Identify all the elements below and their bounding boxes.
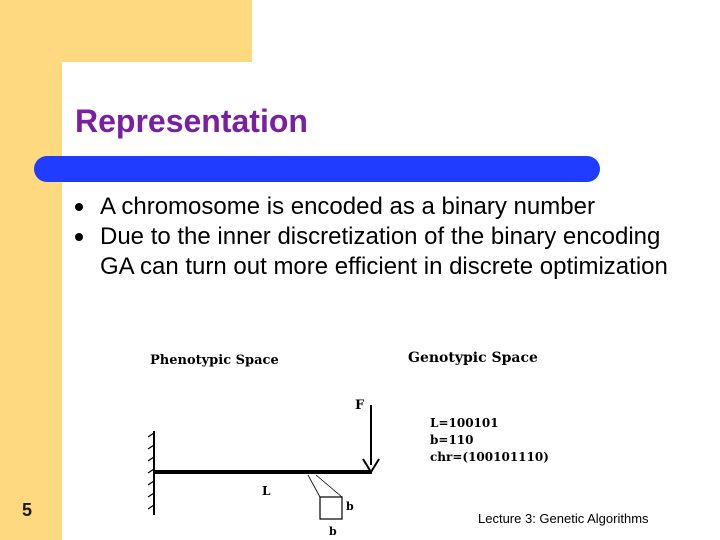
- bullet-list: [72, 192, 692, 282]
- encoding-line: b=110: [430, 433, 474, 447]
- encoding-line: L=100101: [430, 416, 499, 430]
- slide-title: Representation: [75, 103, 308, 139]
- genotypic-space-label: Genotypic Space: [408, 350, 538, 366]
- decorative-left-band: [0, 0, 62, 540]
- footer-text: Lecture 3: Genetic Algorithms: [478, 511, 649, 526]
- bullet-item: [72, 192, 692, 222]
- force-label: F: [355, 398, 365, 413]
- cross-section-label-right: b: [346, 500, 354, 513]
- callout-line: [316, 475, 342, 497]
- force-arrow-icon: [363, 405, 379, 472]
- encoding-line: chr=(100101110): [430, 450, 549, 464]
- bullet-icon: [75, 233, 83, 241]
- callout-line: [308, 475, 320, 497]
- wall-support: [148, 431, 154, 515]
- beam-diagram: [140, 343, 580, 538]
- cross-section-square: [320, 497, 342, 519]
- cross-section-label-bottom: b: [329, 525, 337, 538]
- bullet-icon: [75, 203, 83, 211]
- bullet-text: Due to the inner discretization of the binary encoding GA can turn out more efficient in discrete optimization: [100, 223, 668, 280]
- bullet-item: [72, 222, 692, 282]
- phenotypic-space-label: Phenotypic Space: [150, 353, 279, 368]
- bullet-text: A chromosome is encoded as a binary number: [100, 193, 595, 220]
- length-label: L: [262, 484, 271, 498]
- title-underline-bar: [34, 156, 600, 182]
- slide-number: 5: [22, 500, 33, 520]
- decorative-corner: [62, 62, 106, 106]
